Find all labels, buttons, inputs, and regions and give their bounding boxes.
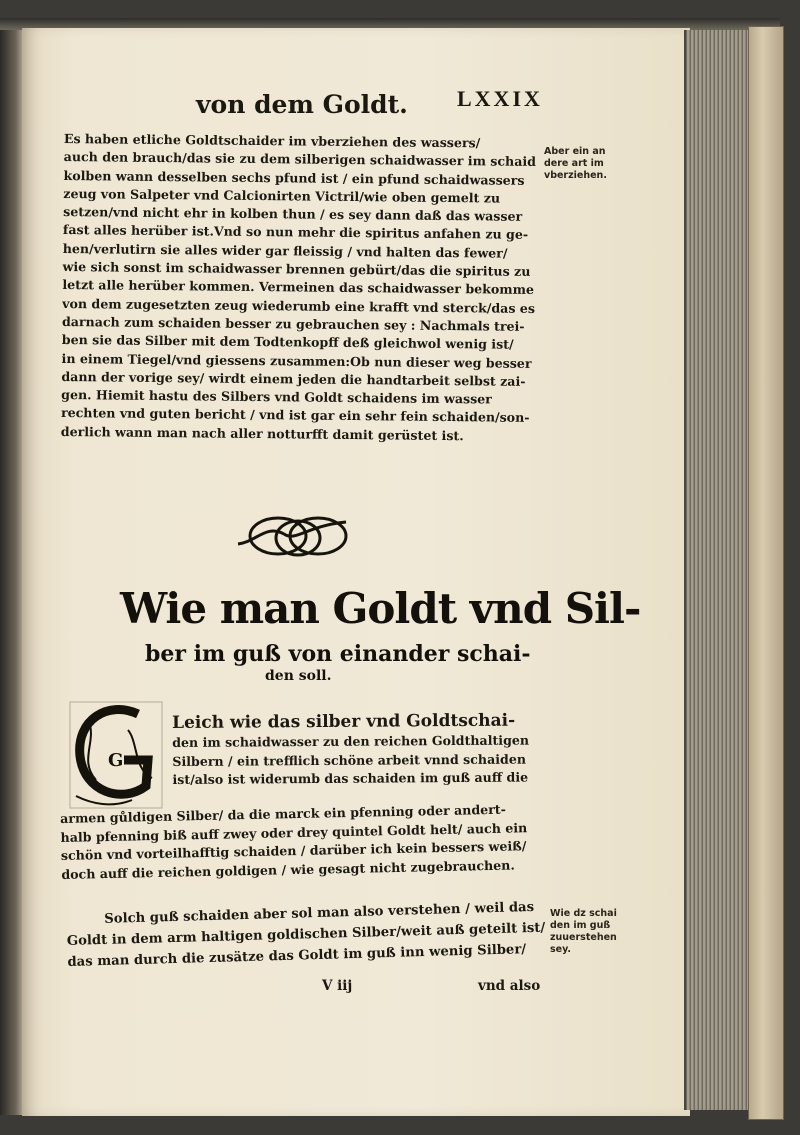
text-line: den im schaidwasser zu den reichen Goldthaltigen bbox=[172, 732, 530, 750]
text-line: Goldt in dem arm haltigen goldischen Silber/weit auß geteilt ist/ bbox=[66, 920, 546, 949]
text-line: Es haben etliche Goldtschaider im vberziehen des wassers/ bbox=[63, 130, 481, 151]
text-line: darnach zum schaiden besser zu gebrauchen sey : Nachmals trei- bbox=[61, 313, 525, 334]
cover-board bbox=[748, 26, 784, 1120]
margin-note-1: Aber ein an dere art im vberziehen. bbox=[544, 146, 607, 181]
decorated-initial-icon bbox=[68, 700, 164, 810]
text-line: Silbern / ein trefflich schöne arbeit vnnd schaiden bbox=[172, 751, 527, 769]
text-line: halb pfenning biß auff zwey oder drey quintel Goldt helt/ auch ein bbox=[60, 819, 528, 845]
margin-note-2: Wie dz schai den im guß zuuerstehen sey. bbox=[550, 908, 617, 955]
catchword: vnd also bbox=[478, 978, 541, 994]
fleuron-ornament-icon bbox=[236, 512, 352, 564]
text-line: zeug von Salpeter vnd Calcionirten Victril/wie oben gemelt zu bbox=[63, 185, 501, 206]
text-line: von dem zugesetzten zeug wiederumb eine krafft vnd sterck/das es bbox=[62, 295, 536, 316]
page-stack-edge bbox=[684, 30, 750, 1110]
text-line: hen/verlutirn sie alles wider gar fleissig / vnd halten das fewer/ bbox=[62, 240, 508, 261]
text-line: setzen/vnd nicht ehr in kolben thun / es sey dann daß das wasser bbox=[63, 204, 523, 224]
text-line: das man durch die zusätze das Goldt im guß inn wenig Silber/ bbox=[67, 942, 527, 970]
paragraph-2-opening bbox=[172, 709, 553, 789]
text-line: in einem Tiegel/vnd giessens zusammen:Ob nun dieser weg besser bbox=[61, 350, 532, 371]
text-line: dann der vorige sey/ wirdt einem jeden die handtarbeit selbst zai- bbox=[61, 368, 526, 389]
paragraph-2-continuation bbox=[60, 800, 551, 884]
chapter-heading-line-3: den soll. bbox=[265, 668, 332, 684]
text-line: kolben wann desselben sechs pfund ist / ein pfund schaidwassers bbox=[63, 167, 525, 188]
signature-mark: V iij bbox=[322, 978, 353, 994]
text-line: ben sie das Silber mit dem Todtenkopff deß gleichwol wenig ist/ bbox=[61, 332, 514, 352]
initial-letter: G bbox=[108, 750, 124, 771]
text-line: gen. Hiemit hastu des Silbers vnd Goldt schaidens im wasser bbox=[61, 387, 492, 407]
text-line: doch auff die reichen goldigen / wie gesagt nicht zugebrauchen. bbox=[61, 856, 515, 882]
text-line: auch den brauch/das sie zu dem silberigen schaidwasser im schaid bbox=[63, 149, 537, 170]
text-line: rechten vnd guten bericht / vnd ist gar ein sehr fein schaiden/son- bbox=[60, 405, 530, 426]
text-line: Solch guß schaiden aber sol man also verstehen / weil das bbox=[104, 899, 535, 927]
text-line: letzt alle herüber kommen. Vermeinen das schaidwasser bekomme bbox=[62, 277, 535, 298]
text-line: armen gůldigen Silber/ da die marck ein pfenning oder andert- bbox=[60, 801, 507, 826]
text-line: ist/also ist widerumb das schaiden im guß auff die bbox=[172, 769, 529, 787]
text-line: Leich wie das silber vnd Goldtschai- bbox=[172, 710, 516, 733]
running-head: von dem Goldt. bbox=[196, 90, 408, 119]
text-line: schön vnd vorteilhafftig schaiden / darüber ich kein bessers weiß/ bbox=[60, 838, 527, 863]
text-line: fast alles herüber ist.Vnd so nun mehr die spiritus anfahen zu ge- bbox=[62, 222, 529, 243]
text-line: wie sich sonst im schaidwasser brennen gebürt/das die spiritus zu bbox=[62, 259, 531, 279]
chapter-heading-line-1: Wie man Goldt vnd Sil- bbox=[120, 584, 641, 633]
folio-number: LXXIX bbox=[457, 86, 543, 111]
paragraph-1 bbox=[61, 130, 546, 446]
chapter-heading-line-2: ber im guß von einander schai- bbox=[145, 641, 531, 667]
text-line: derlich wann man nach aller notturfft damit gerüstet ist. bbox=[60, 423, 464, 443]
